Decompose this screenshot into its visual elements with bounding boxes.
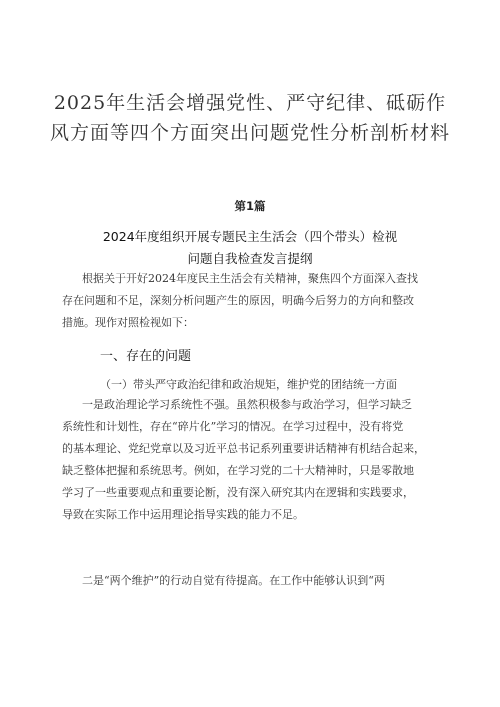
- document-subtitle-line: 2024年度组织开展专题民主生活会（四个带头）检视: [102, 229, 398, 244]
- section-heading: 一、存在的问题: [100, 349, 192, 364]
- document-title: [40, 88, 460, 148]
- intro-paragraph: [62, 268, 422, 334]
- point-two-paragraph: [82, 570, 422, 592]
- document-title-line: 2025年生活会增强党性、严守纪律、砥砺作: [53, 92, 447, 114]
- document-subtitle-line: 问题自我检查发言提纲: [187, 251, 313, 266]
- document-title-line: 风方面等四个方面突出问题党性分析剖析材料: [49, 122, 450, 144]
- paragraph-line: 学习了一些重要观点和重要论断，没有深入研究其内在逻辑和实践要求，: [62, 486, 414, 499]
- paragraph-line: 根据关于开好2024年度民主生活会有关精神，聚焦四个方面深入查找: [82, 272, 418, 285]
- chapter-label: 第1篇: [234, 199, 266, 213]
- paragraph-line: 二是“两个维护”的行动自觉有待提高。在工作中能够认识到“两: [82, 574, 385, 587]
- paragraph-line: 导致在实际工作中运用理论指导实践的能力不足。: [62, 508, 304, 521]
- paragraph-line: 一是政治理论学习系统性不强。虽然积极参与政治学习，但学习缺乏: [82, 398, 412, 411]
- document-subtitle: [40, 226, 460, 270]
- paragraph-line: 的基本理论、党纪党章以及习近平总书记系列重要讲话精神有机结合起来，: [62, 442, 425, 455]
- paragraph-line: 缺乏整体把握和系统思考。例如，在学习党的二十大精神时，只是零散地: [62, 464, 414, 477]
- sub-heading: （一）带头严守政治纪律和政治规矩，维护党的团结统一方面: [100, 378, 397, 391]
- paragraph-line: 系统性和计划性，存在“碎片化”学习的情况。在学习过程中，没有将党: [62, 420, 404, 433]
- point-one-paragraph: [62, 394, 425, 526]
- paragraph-line: 措施。现作对照检视如下：: [62, 316, 194, 329]
- paragraph-line: 存在问题和不足，深刻分析问题产生的原因，明确今后努力的方向和整改: [62, 294, 414, 307]
